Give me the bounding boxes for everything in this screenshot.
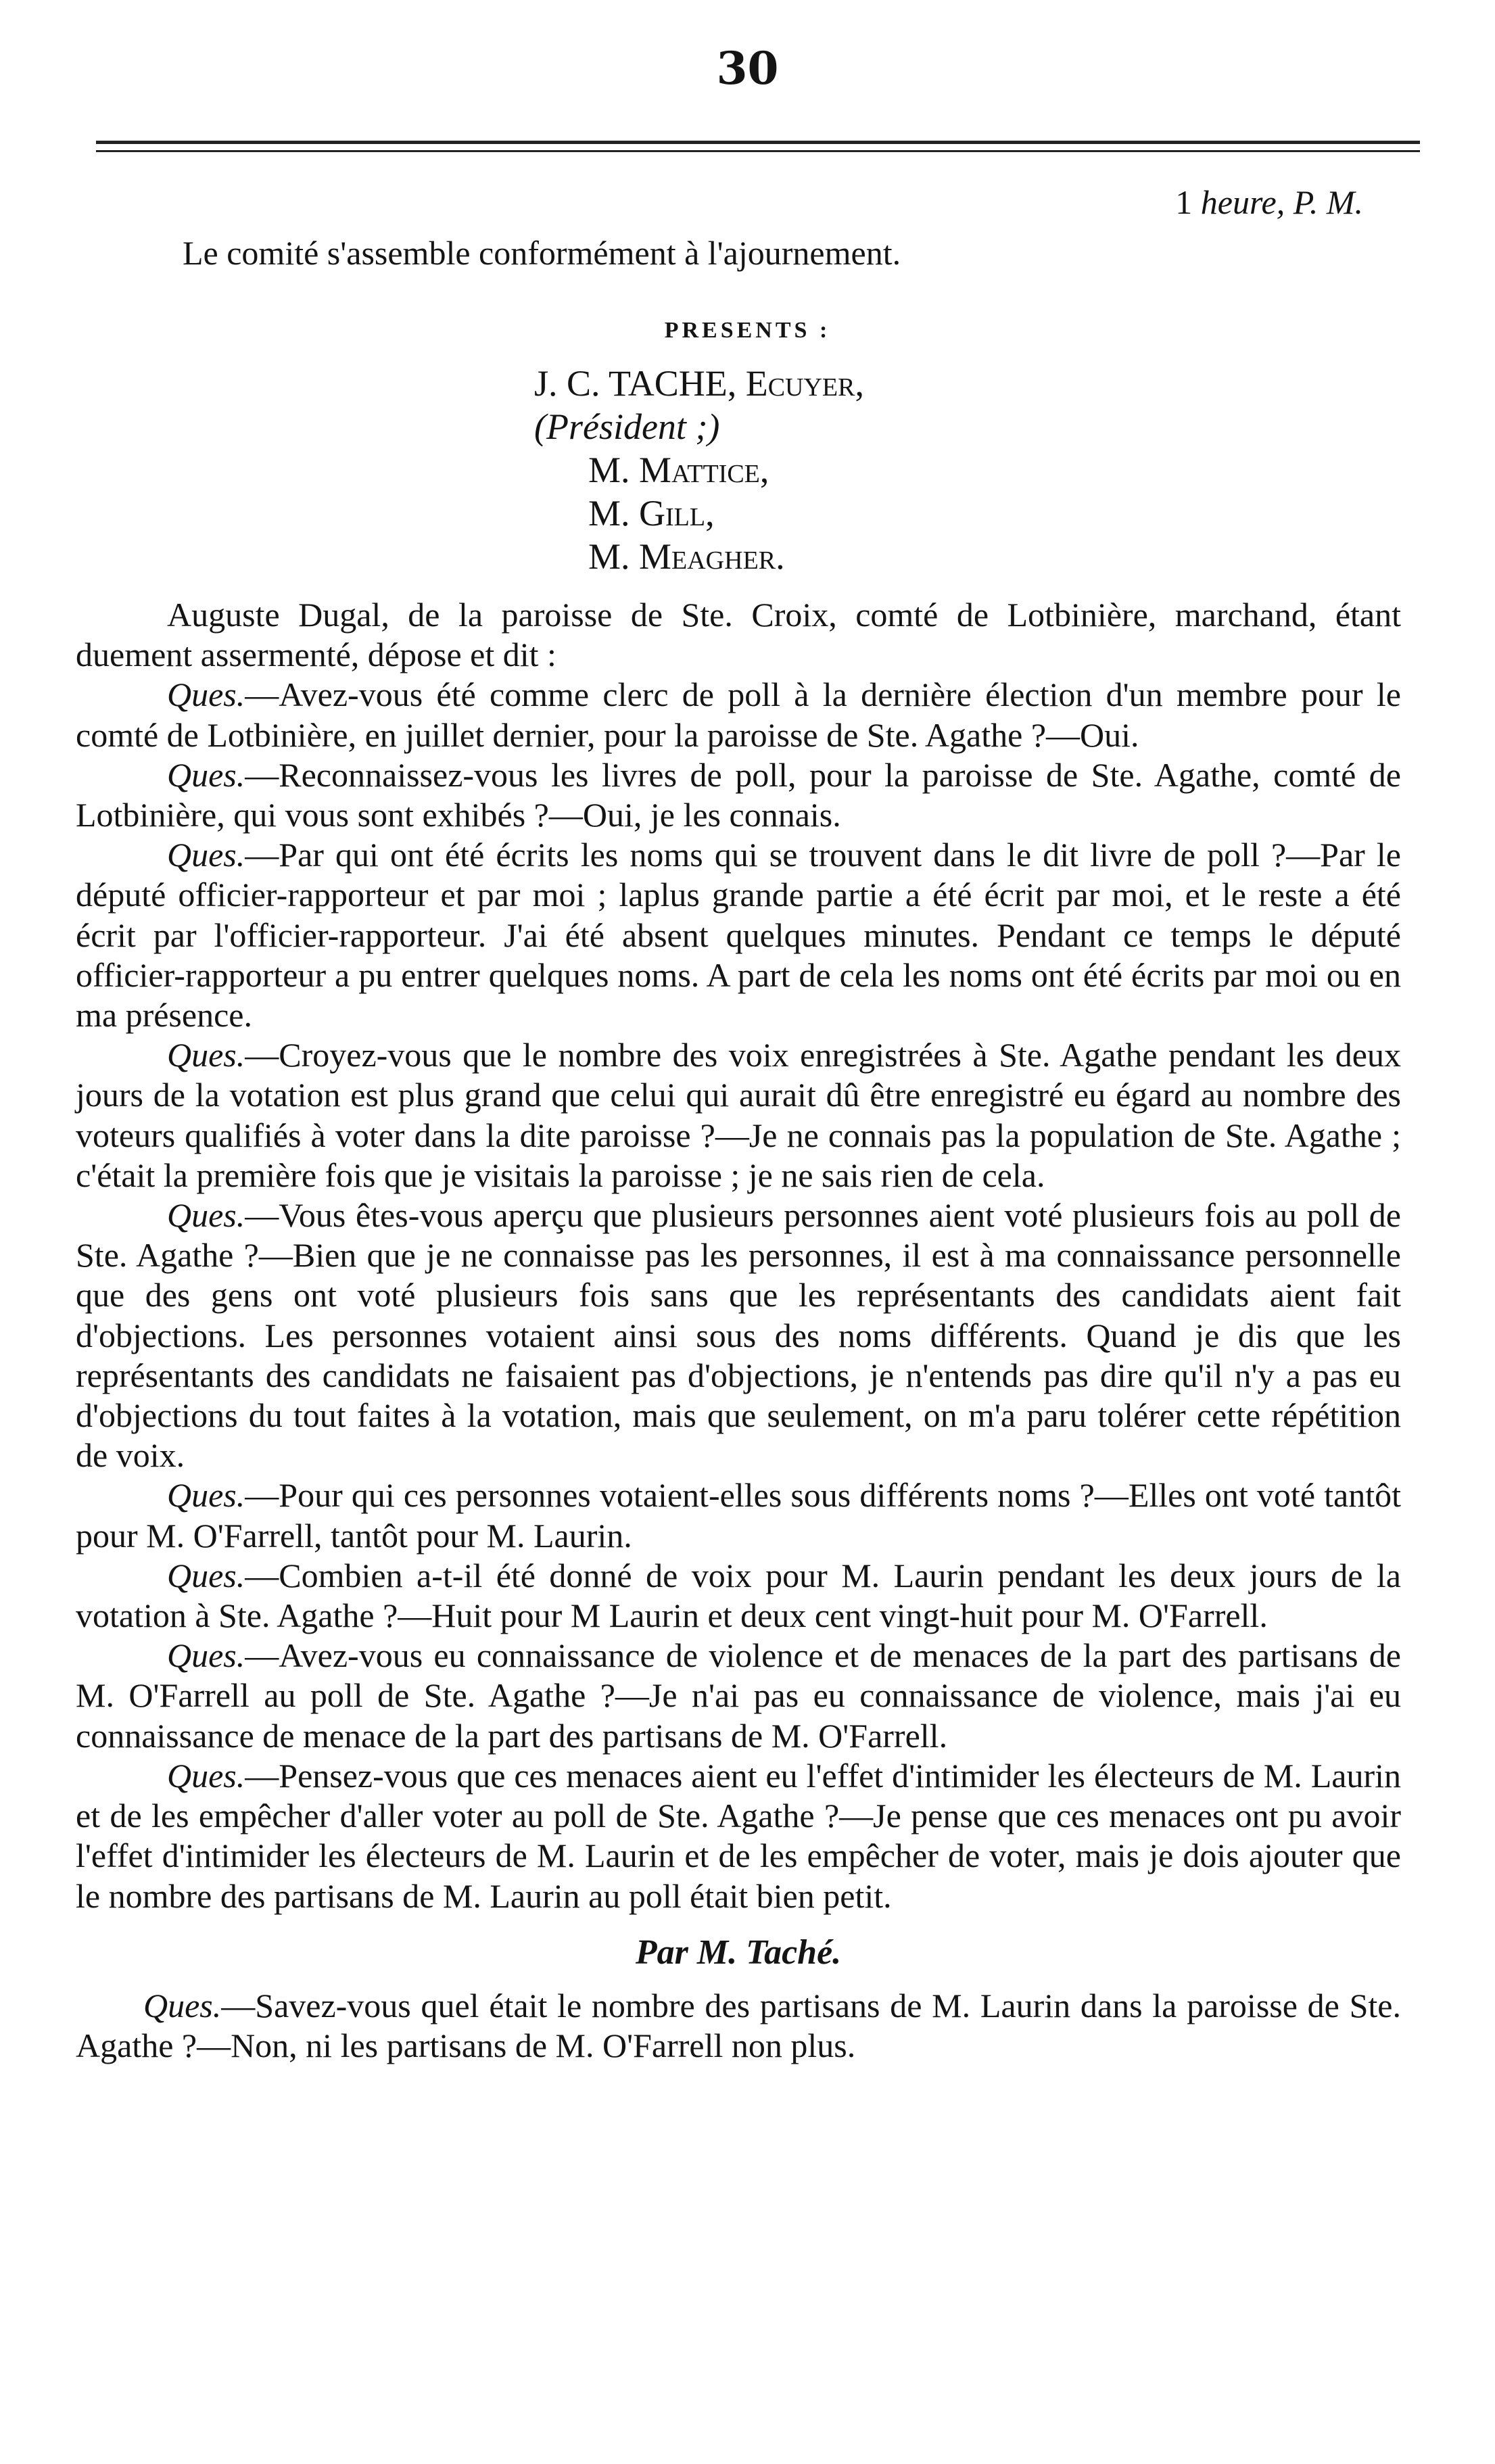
examiner-heading: Par M. Taché. xyxy=(635,1933,842,1972)
president-name: J. C. TACHE, xyxy=(534,363,737,404)
testimony-paragraph: Ques.—Croyez-vous que le nombre des voix enregistrées à Ste. Agathe pendant les deux jours de la votation est plus grand que celui qui aurait dû être enregistré eu égard au nombre des voteurs qualifiés à voter dans la dite paroisse ?—Je ne connais pas la population de Ste. Agathe ; c'était la première fois que je visitais la paroisse ; je ne sais rien de cela. xyxy=(76,1036,1401,1194)
final-question-block xyxy=(76,1986,1401,2066)
members-list xyxy=(534,362,864,578)
testimony-paragraph: Ques.—Par qui ont été écrits les noms qui se trouvent dans le dit livre de poll ?—Par le député officier-rapporteur et par moi ; laplus grande partie a été écrit par moi, et le reste a été écrit par l'officier-rapporteur. J'ai été absent quelques minutes. Pendant ce temps le député officier-rapporteur a pu entrer quelques noms. A part de cela les noms ont été écrits par moi ou en ma présence. xyxy=(76,836,1401,1035)
testimony-paragraph: Ques.—Avez-vous été comme clerc de poll à la dernière élection d'un membre pour le comté de Lotbinière, en juillet dernier, pour la paroisse de Ste. Agathe ?—Oui. xyxy=(76,676,1401,754)
member-meagher: M. Meagher. xyxy=(588,536,785,577)
testimony-paragraph: Ques.—Vous êtes-vous aperçu que plusieurs personnes aient voté plusieurs fois au poll de Ste. Agathe ?—Bien que je ne connaisse pas les personnes, il est à ma connaissance personnelle que des gens ont voté plusieurs fois sans que les représentants des candidats aient fait d'objections. Les personnes votaient ainsi sous des noms différents. Quand je dis que les représentants des candidats ne faisaient pas d'objections, je n'entends pas dire qu'il n'y a pas eu d'objections du tout faites à la votation, mais que seulement, on m'a paru tolérer cette répétition de voix. xyxy=(76,1196,1401,1475)
member-mattice: M. Mattice, xyxy=(588,450,769,490)
time-text: heure, P. M. xyxy=(1200,183,1363,221)
session-time xyxy=(1175,183,1363,222)
presents-label: PRESENTS : xyxy=(664,318,831,343)
time-number: 1 xyxy=(1175,183,1193,221)
header-rule-thick xyxy=(96,141,1420,144)
testimony-paragraph: Auguste Dugal, de la paroisse de Ste. Croix, comté de Lotbinière, marchand, étant duement assermenté, dépose et dit : xyxy=(76,596,1401,674)
assembly-statement: Le comité s'assemble conformément à l'ajournement. xyxy=(183,234,901,272)
testimony-paragraph: Ques.—Combien a-t-il été donné de voix pour M. Laurin pendant les deux jours de la votation à Ste. Agathe ?—Huit pour M Laurin et deux cent vingt-huit pour M. O'Farrell. xyxy=(76,1556,1401,1635)
testimony-paragraph: Ques.—Savez-vous quel était le nombre des partisans de M. Laurin dans la paroisse de Ste. Agathe ?—Non, ni les partisans de M. O'Farrell non plus. xyxy=(76,1986,1401,2065)
testimony-paragraph: Ques.—Avez-vous eu connaissance de violence et de menaces de la part des partisans de M. O'Farrell au poll de Ste. Agathe ?—Je n'ai pas eu connaissance de violence, mais j'ai eu connaissance de menace de la part des partisans de M. O'Farrell. xyxy=(76,1636,1401,1755)
president-row xyxy=(534,362,864,405)
header-rule-thin xyxy=(96,150,1420,152)
member-gill: M. Gill, xyxy=(588,493,715,534)
president-role: (Président ;) xyxy=(534,406,720,447)
president-title: Ecuyer, xyxy=(745,363,864,404)
testimony xyxy=(76,595,1401,2066)
testimony-paragraph: Ques.—Reconnaissez-vous les livres de poll, pour la paroisse de Ste. Agathe, comté de Lotbinière, qui vous sont exhibés ?—Oui, je les connais. xyxy=(76,755,1401,834)
page-number: 30 xyxy=(716,42,779,95)
testimony-paragraph: Ques.—Pour qui ces personnes votaient-elles sous différents noms ?—Elles ont voté tantôt pour M. O'Farrell, tantôt pour M. Laurin. xyxy=(76,1476,1401,1555)
president-role-row xyxy=(534,405,864,448)
testimony-paragraph: Ques.—Pensez-vous que ces menaces aient eu l'effet d'intimider les électeurs de M. Laurin et de les empêcher d'aller voter au poll de Ste. Agathe ?—Je pense que ces menaces ont pu avoir l'effet d'intimider les électeurs de M. Laurin et de les empêcher de voter, mais je dois ajouter que le nombre des partisans de M. Laurin au poll était bien petit. xyxy=(76,1756,1401,1915)
